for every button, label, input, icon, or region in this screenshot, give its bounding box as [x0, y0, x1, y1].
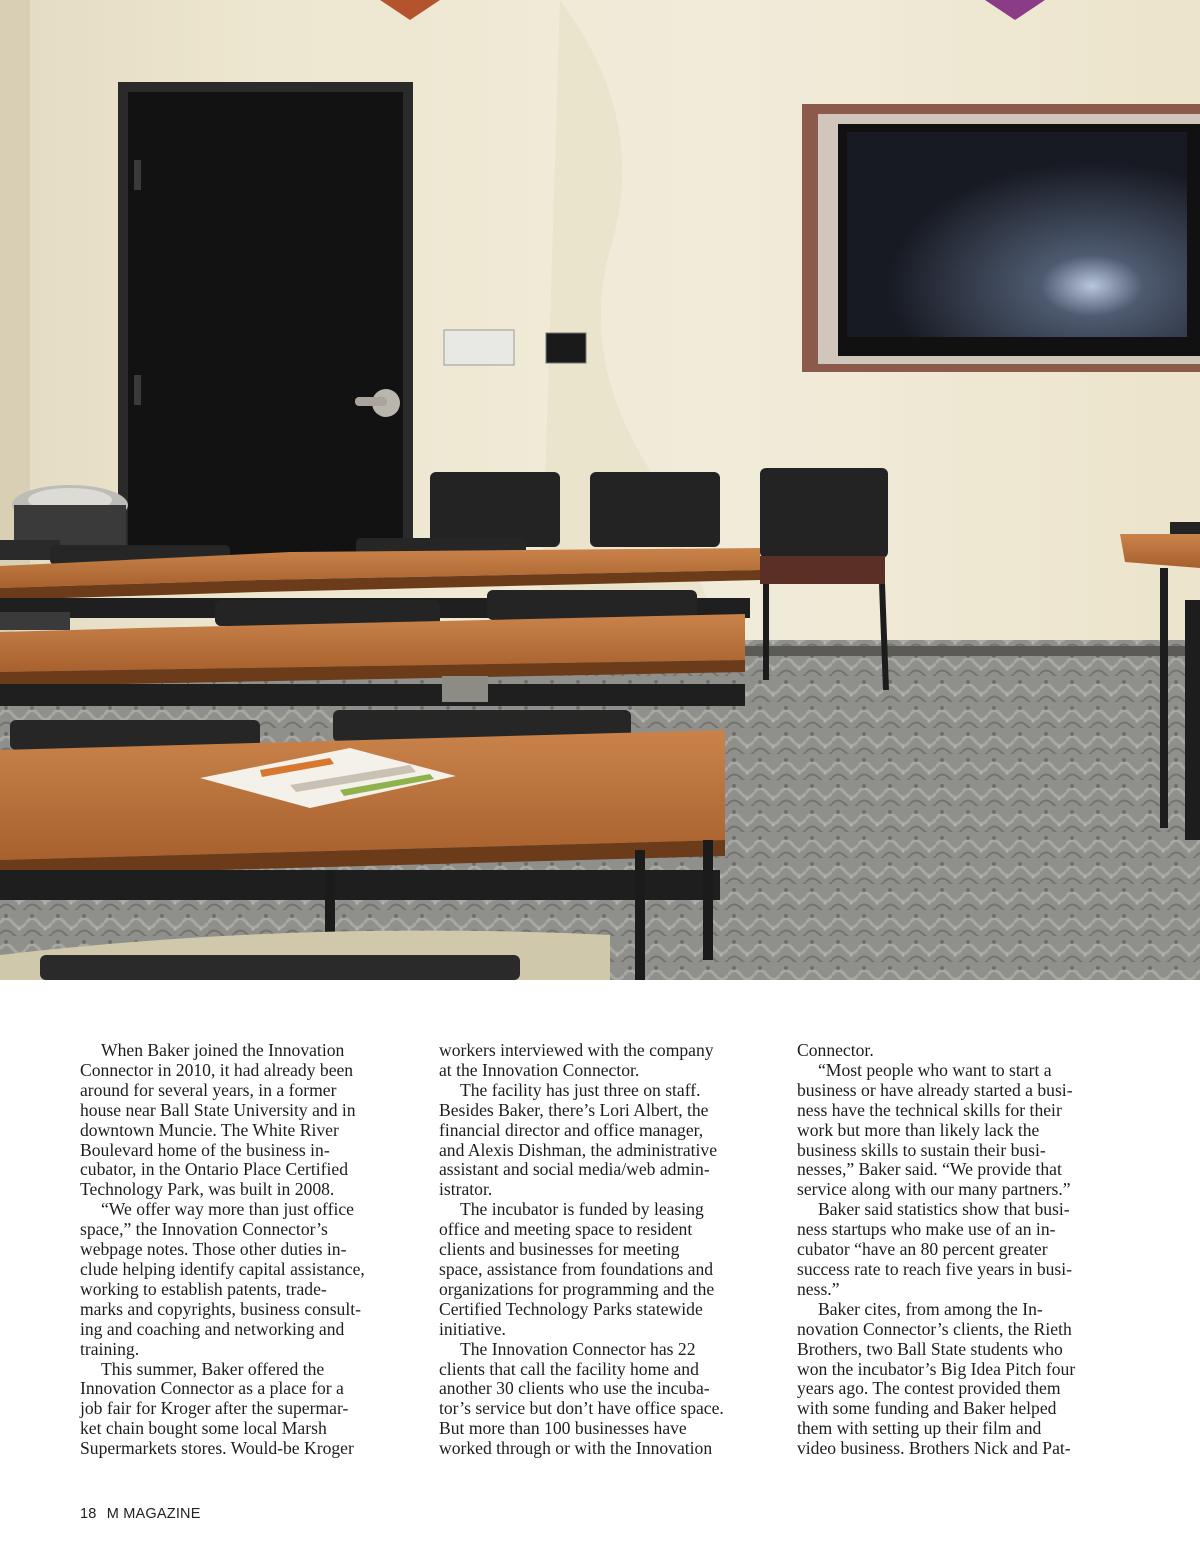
article-paragraph: The facility has just three on staff. Besides Baker, there’s Lori Albert, the financial director and office manager, and Alexis Dishman, the administrative assistant and social media/web admin- istrator.	[439, 1079, 718, 1200]
article-paragraph: The incubator is funded by leasing office and meeting space to resident clients and businesses for meeting space, assistance from foundations and organizations for programming and the Certified Technology Parks statewide initiative.	[439, 1199, 715, 1339]
article-paragraph: “Most people who want to start a business or have already started a busi- ness have the technical skills for their work but more than likely lack the business skills to sustain their busi- nesses,” Baker said. “We provide that service along with our many partners.”	[797, 1059, 1073, 1200]
article-paragraph-continued: Connector.	[797, 1040, 874, 1060]
article-column-2	[439, 1041, 759, 1459]
article-column-3	[797, 1041, 1117, 1459]
article-paragraph: The Innovation Connector has 22 clients that call the facility home and another 30 clients who use the incuba- tor’s service but don’t have office space. But more than 100 businesses have worked through or with the Innovation	[439, 1338, 724, 1459]
article-paragraph: Baker said statistics show that busi- ness startups who make use of an in- cubator “have an 80 percent greater success rate to reach five years in busi- ness.”	[797, 1199, 1073, 1299]
article-paragraph: “We offer way more than just office space,” the Innovation Connector’s webpage notes. Those other duties in- clude helping identify capital assistance, working to establish patents, trade- marks and copyrights, business consult- ing and coaching and networking and training.	[80, 1199, 365, 1359]
article-column-1	[80, 1041, 400, 1459]
article-paragraph: Baker cites, from among the In- novation Connector’s clients, the Rieth Brothers, two Ball State students who won the incubator’s Big Idea Pitch four years ago. The contest provided them with some funding and Baker helped them with setting up their film and video business. Brothers Nick and Pat-	[797, 1298, 1076, 1459]
page-footer	[80, 1506, 207, 1522]
article-paragraph: When Baker joined the Innovation Connector in 2010, it had already been around for several years, in a former house near Ball State University and in downtown Muncie. The White River Boulevard home of the business in- cubator, in the Ontario Place Certified Technology Park, was built in 2008.	[80, 1040, 356, 1200]
publication-name: M MAGAZINE	[106, 1506, 201, 1522]
page-number: 18	[80, 1506, 97, 1522]
article-paragraph: This summer, Baker offered the Innovation Connector as a place for a job fair for Kroger after the supermar- ket chain bought some local Marsh Supermarkets stores. Would-be Kroger	[80, 1358, 354, 1459]
article-paragraph-continued: workers interviewed with the company at the Innovation Connector.	[439, 1040, 714, 1080]
